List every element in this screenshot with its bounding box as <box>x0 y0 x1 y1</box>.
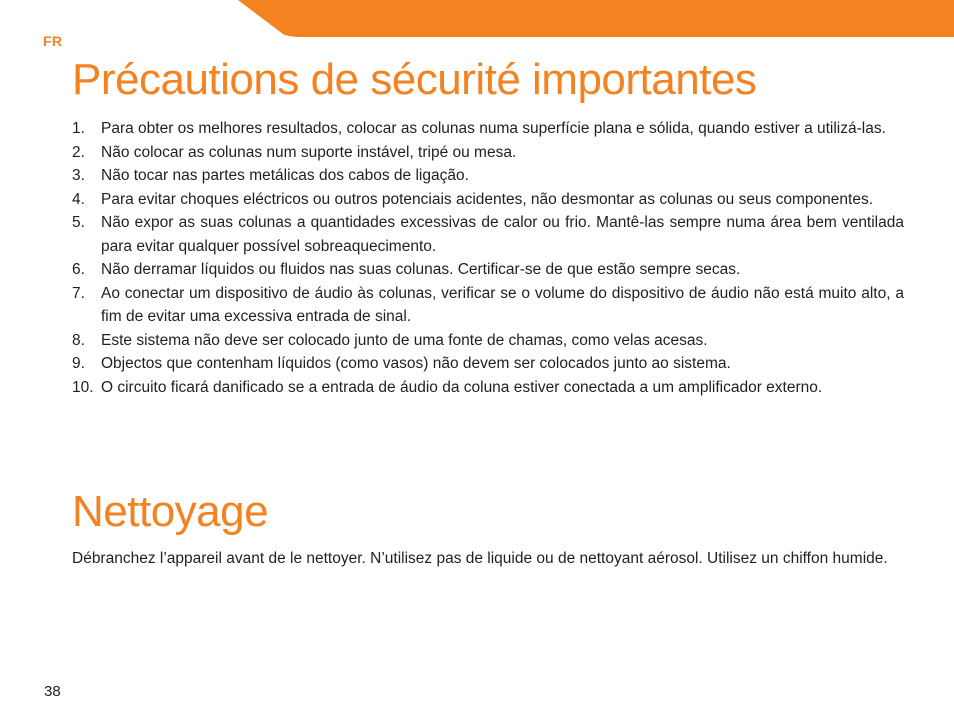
list-item-number: 2. <box>72 143 85 161</box>
list-item-number: 7. <box>72 284 85 302</box>
list-item <box>72 376 904 400</box>
list-item-number: 3. <box>72 167 85 184</box>
list-item <box>72 211 904 258</box>
list-item-number: 5. <box>72 214 85 231</box>
language-tag: FR <box>43 33 63 49</box>
list-item-text: Para evitar choques eléctricos ou outros potenciais acidentes, não desmontar as colunas ou seus componentes. <box>101 190 874 208</box>
list-item-text: Não tocar nas partes metálicas dos cabos de ligação. <box>101 167 469 184</box>
list-item-number: 8. <box>72 331 85 349</box>
list-item <box>72 329 904 353</box>
list-item <box>72 258 904 282</box>
list-item-text: Este sistema não deve ser colocado junto de uma fonte de chamas, como velas acesas. <box>101 331 708 349</box>
list-item <box>72 282 904 329</box>
list-item-number: 1. <box>72 120 85 137</box>
list-item <box>72 141 904 165</box>
list-item-text: Objectos que contenham líquidos (como vasos) não devem ser colocados junto ao sistema. <box>101 355 731 372</box>
list-item <box>72 164 904 188</box>
list-item-number: 10. <box>72 378 94 396</box>
list-item-text: O circuito ficará danificado se a entrada de áudio da coluna estiver conectada a um amplificador externo. <box>101 378 823 396</box>
list-item-text: Para obter os melhores resultados, colocar as colunas numa superfície plana e sólida, quando estiver a utilizá-las. <box>101 120 886 137</box>
list-item-number: 9. <box>72 355 85 372</box>
list-item <box>72 352 904 376</box>
section-title-precautions: Précautions de sécurité importantes <box>72 55 757 104</box>
header-accent-band <box>238 0 954 37</box>
list-item-text: Não expor as suas colunas a quantidades excessivas de calor ou frio. Mantê-las sempre numa área bem ventilada para evitar qualquer possível sobreaquecimento. <box>101 214 904 255</box>
list-item-text: Não colocar as colunas num suporte instável, tripé ou mesa. <box>101 143 517 161</box>
list-item-text: Não derramar líquidos ou fluidos nas suas colunas. Certificar-se de que estão sempre secas. <box>101 261 741 278</box>
list-item-number: 4. <box>72 190 85 208</box>
list-item <box>72 117 904 141</box>
nettoyage-paragraph: Débranchez l’appareil avant de le nettoyer. N’utilisez pas de liquide ou de nettoyant aérosol. Utilisez un chiffon humide. <box>72 550 888 567</box>
list-item <box>72 188 904 212</box>
section-title-nettoyage: Nettoyage <box>72 487 269 536</box>
page-number: 38 <box>44 683 61 700</box>
precautions-list <box>72 117 904 399</box>
list-item-number: 6. <box>72 261 85 278</box>
list-item-text: Ao conectar um dispositivo de áudio às colunas, verificar se o volume do dispositivo de áudio não está muito alto, a fim de evitar uma excessiva entrada de sinal. <box>101 284 904 325</box>
